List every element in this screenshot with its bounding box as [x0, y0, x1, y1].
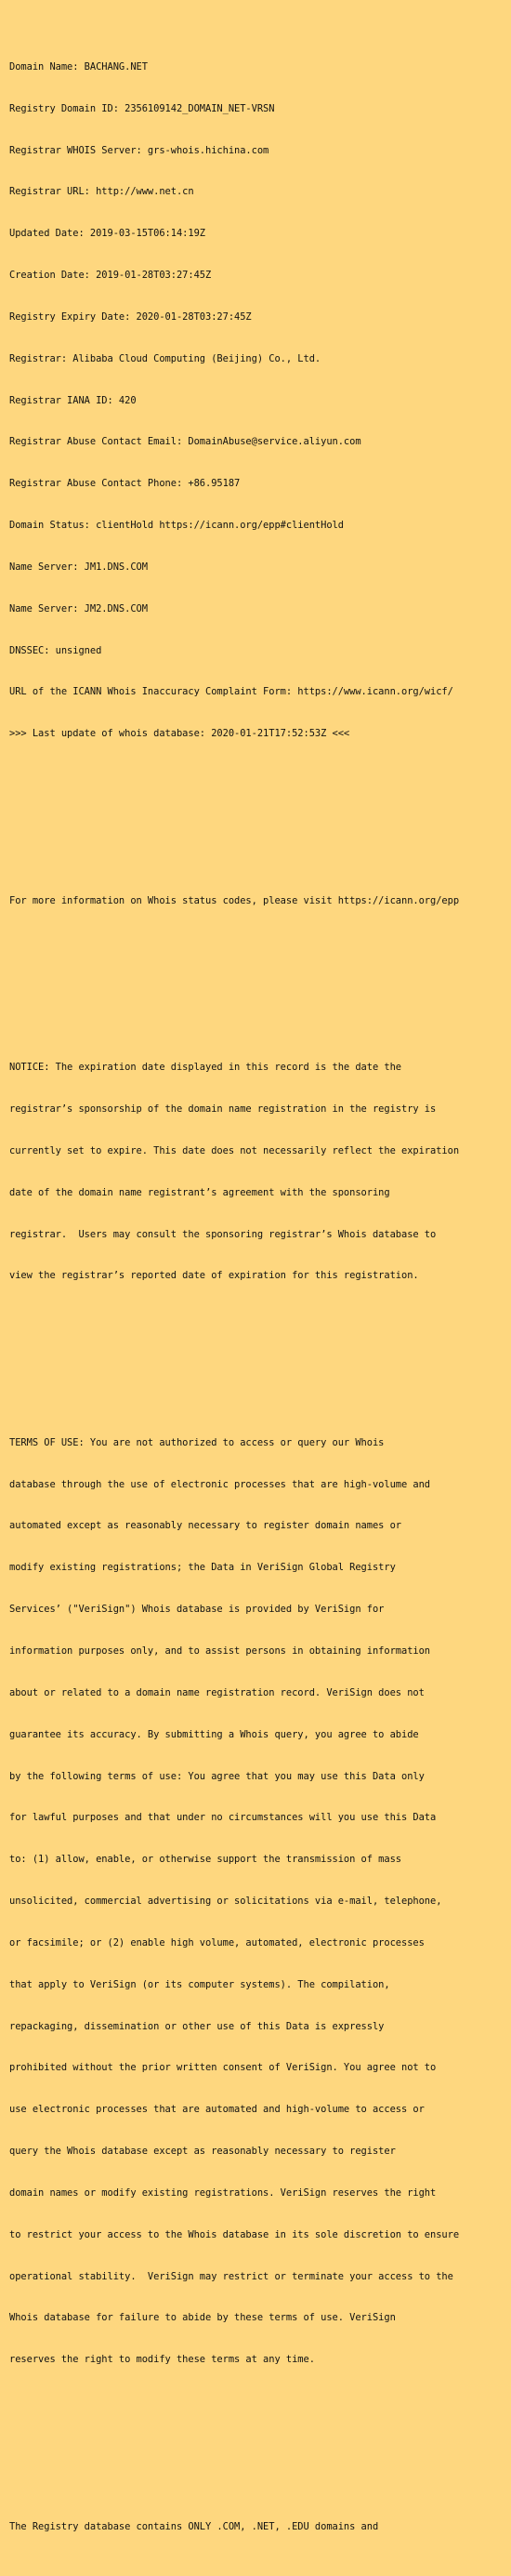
registrar-whois-server-line: Registrar WHOIS Server: grs-whois.hichina.com: [9, 144, 269, 156]
dnssec-line: DNSSEC: unsigned: [9, 644, 102, 656]
notice-line: registrar. Users may consult the sponsoring registrar’s Whois database to: [9, 1228, 437, 1240]
terms-line: prohibited without the prior written consent of VeriSign. You agree not to: [9, 2062, 437, 2074]
terms-line: modify existing registrations; the Data in VeriSign Global Registry: [9, 1562, 396, 1574]
blank-line: [9, 2437, 511, 2451]
terms-line: about or related to a domain name registration record. VeriSign does not: [9, 1686, 425, 1698]
terms-line: guarantee its accuracy. By submitting a Whois query, you agree to abide: [9, 1728, 419, 1740]
domain-name-line: Domain Name: BACHANG.NET: [9, 60, 148, 73]
terms-line: Whois database for failure to abide by these terms of use. VeriSign: [9, 2312, 396, 2324]
blank-line: [9, 1353, 511, 1367]
blank-line: [9, 977, 511, 991]
terms-line: reserves the right to modify these terms at any time.: [9, 2354, 315, 2366]
status-info-block: [9, 866, 511, 936]
notice-line: currently set to expire. This date does not necessarily reflect the expiration: [9, 1144, 460, 1156]
status-info-line: For more information on Whois status codes, please visit https://icann.org/epp: [9, 894, 460, 906]
notice-line: view the registrar’s reported date of expiration for this registration.: [9, 1270, 419, 1282]
creation-date-line: Creation Date: 2019-01-28T03:27:45Z: [9, 270, 212, 282]
terms-line: repackaging, dissemination or other use of this Data is expressly: [9, 2020, 385, 2032]
registry-note-line: The Registry database contains ONLY .COM, .NET, .EDU domains and: [9, 2520, 379, 2532]
terms-line: that apply to VeriSign (or its computer systems). The compilation,: [9, 1978, 390, 1990]
terms-line: for lawful purposes and that under no circumstances will you use this Data: [9, 1812, 437, 1824]
terms-line: or facsimile; or (2) enable high volume, automated, electronic processes: [9, 1936, 425, 1949]
blank-line: [9, 811, 511, 825]
whois-header-block: [9, 33, 511, 769]
name-server-line: Name Server: JM2.DNS.COM: [9, 602, 148, 614]
terms-line: domain names or modify existing registrations. VeriSign reserves the right: [9, 2186, 437, 2199]
terms-line: query the Whois database except as reasonably necessary to register: [9, 2146, 396, 2158]
abuse-contact-email-line: Registrar Abuse Contact Email: DomainAbuse@service.aliyun.com: [9, 436, 361, 448]
registry-expiry-date-line: Registry Expiry Date: 2020-01-28T03:27:45Z: [9, 310, 252, 323]
notice-line: NOTICE: The expiration date displayed in this record is the date the: [9, 1062, 401, 1074]
terms-line: information purposes only, and to assist persons in obtaining information: [9, 1645, 431, 1657]
terms-line: unsolicited, commercial advertising or solicitations via e-mail, telephone,: [9, 1896, 442, 1908]
terms-line: database through the use of electronic processes that are high-volume and: [9, 1478, 431, 1490]
terms-line: to restrict your access to the Whois database in its sole discretion to ensure: [9, 2228, 460, 2240]
terms-line: to: (1) allow, enable, or otherwise support the transmission of mass: [9, 1854, 401, 1866]
abuse-contact-phone-line: Registrar Abuse Contact Phone: +86.95187: [9, 478, 241, 490]
updated-date-line: Updated Date: 2019-03-15T06:14:19Z: [9, 228, 205, 240]
registrar-url-line: Registrar URL: http://www.net.cn: [9, 186, 194, 198]
terms-line: TERMS OF USE: You are not authorized to access or query our Whois: [9, 1436, 385, 1448]
terms-line: by the following terms of use: You agree that you may use this Data only: [9, 1770, 425, 1782]
domain-status-line: Domain Status: clientHold https://icann.org/epp#clientHold: [9, 520, 344, 532]
icann-complaint-form-line: URL of the ICANN Whois Inaccuracy Complaint Form: https://www.icann.org/wicf/: [9, 686, 453, 698]
terms-line: automated except as reasonably necessary to register domain names or: [9, 1520, 401, 1532]
registrar-iana-id-line: Registrar IANA ID: 420: [9, 394, 137, 406]
terms-line: use electronic processes that are automated and high-volume to access or: [9, 2104, 425, 2116]
registrar-line: Registrar: Alibaba Cloud Computing (Beijing) Co., Ltd.: [9, 352, 321, 364]
notice-line: registrar’s sponsorship of the domain name registration in the registry is: [9, 1103, 437, 1115]
terms-of-use-block: [9, 1408, 511, 2395]
notice-line: date of the domain name registrant’s agreement with the sponsoring: [9, 1186, 390, 1198]
registry-domain-id-line: Registry Domain ID: 2356109142_DOMAIN_NET-VRSN: [9, 102, 275, 114]
name-server-line: Name Server: JM1.DNS.COM: [9, 561, 148, 573]
terms-line: Services’ ("VeriSign") Whois database is provided by VeriSign for: [9, 1604, 385, 1616]
last-update-line: >>> Last update of whois database: 2020-01-21T17:52:53Z <<<: [9, 728, 350, 740]
registry-note-block: [9, 2492, 511, 2562]
notice-block: [9, 1033, 511, 1311]
terms-line: operational stability. VeriSign may restrict or terminate your access to the: [9, 2270, 453, 2282]
